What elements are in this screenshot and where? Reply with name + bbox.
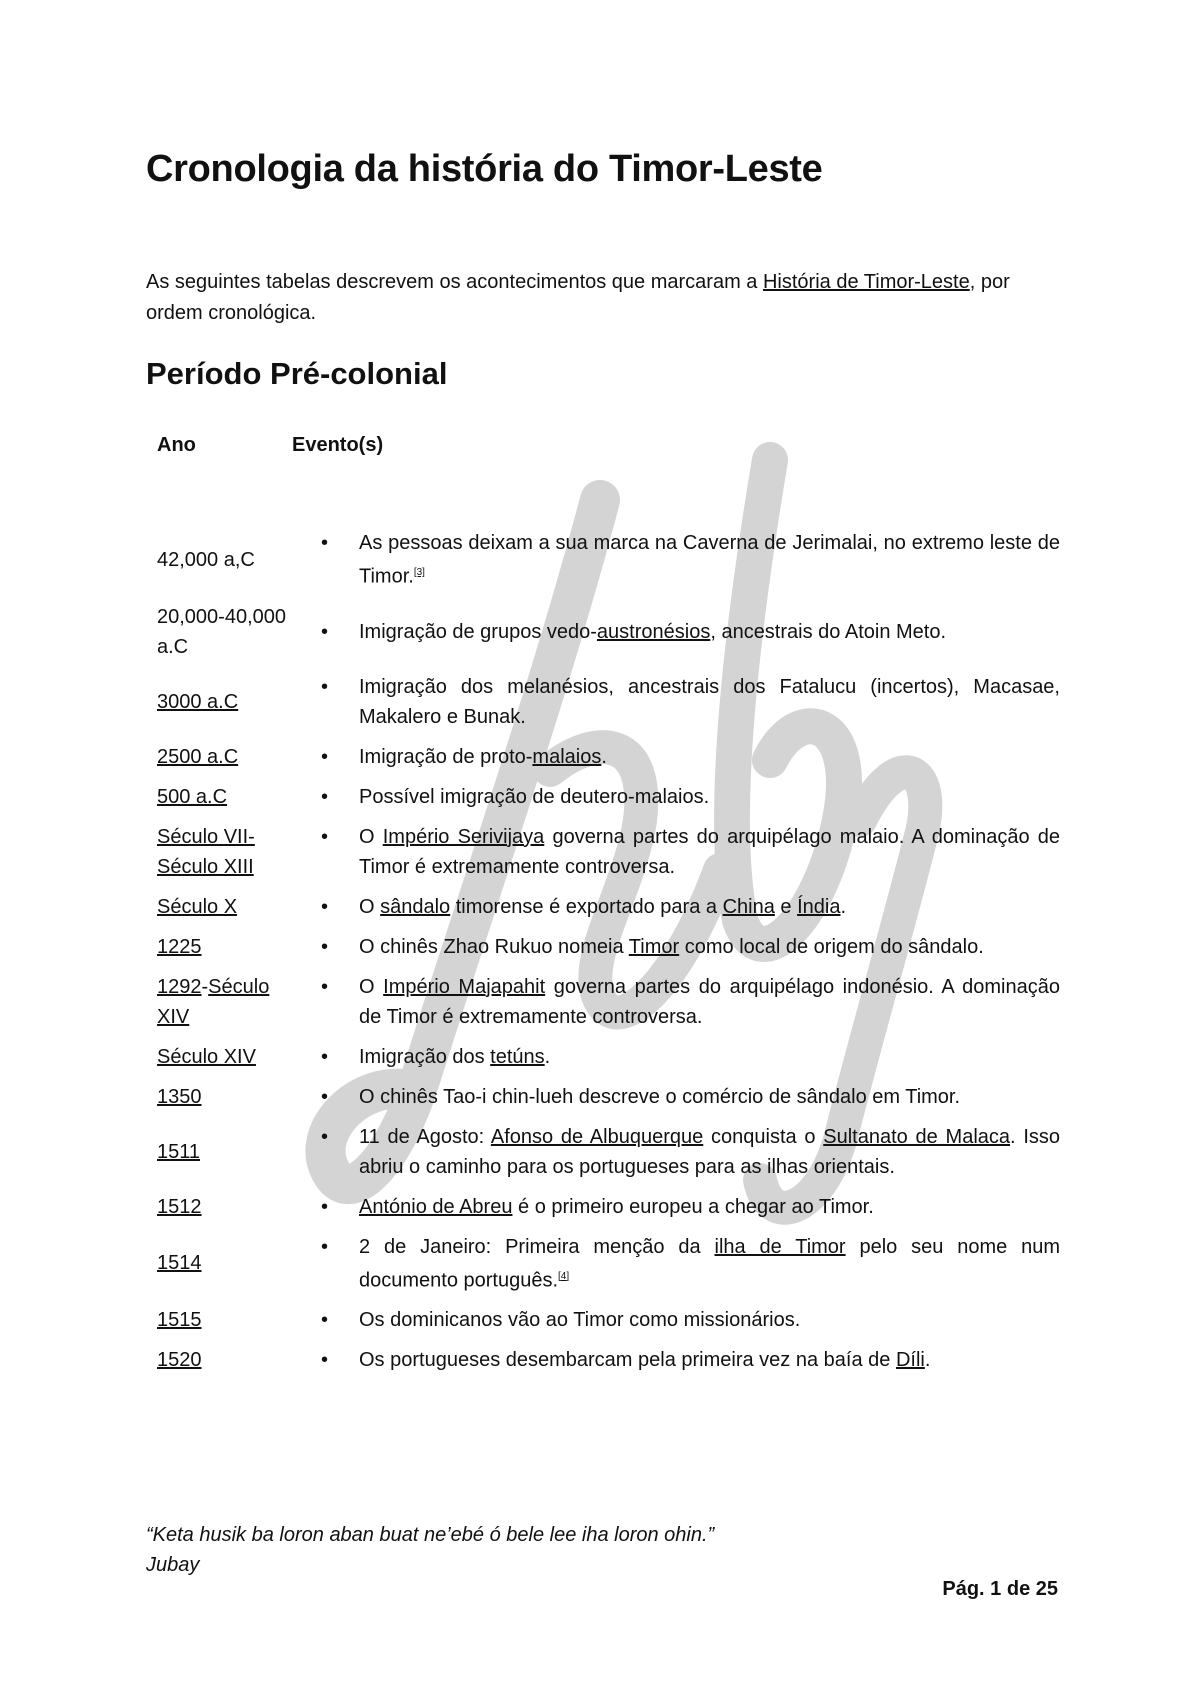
timeline-row xyxy=(146,1300,1060,1340)
timeline-body xyxy=(146,478,1060,1380)
event-list xyxy=(292,1232,1060,1296)
inline-text: . xyxy=(601,745,607,768)
inline-link[interactable]: 1515 xyxy=(157,1309,202,1332)
year-cell xyxy=(146,1227,292,1301)
event-item xyxy=(359,932,1060,962)
inline-text: Imigração dos xyxy=(359,1045,491,1068)
timeline-row xyxy=(146,478,1060,597)
timeline-row xyxy=(146,667,1060,737)
event-cell xyxy=(292,817,1060,887)
event-item xyxy=(359,528,1060,592)
timeline-row xyxy=(146,777,1060,817)
inline-link[interactable]: malaios xyxy=(532,745,602,768)
inline-link[interactable]: tetúns xyxy=(490,1045,545,1068)
citation-ref[interactable]: [4] xyxy=(558,1270,570,1282)
event-cell xyxy=(292,967,1060,1037)
inline-link[interactable]: austronésios xyxy=(596,620,711,643)
timeline-row xyxy=(146,1117,1060,1187)
event-list xyxy=(292,1122,1060,1182)
inline-link[interactable]: 1225 xyxy=(157,935,202,958)
event-cell xyxy=(292,667,1060,737)
inline-link[interactable]: Timor xyxy=(628,935,680,958)
inline-link[interactable]: 1350 xyxy=(157,1085,202,1108)
event-list xyxy=(292,1082,1060,1112)
inline-link[interactable]: sândalo xyxy=(380,895,451,918)
inline-text: 20,000-40,000 a.C xyxy=(157,605,287,658)
timeline-row xyxy=(146,1077,1060,1117)
event-list xyxy=(292,932,1060,962)
event-item xyxy=(359,1345,1060,1375)
event-cell xyxy=(292,1037,1060,1077)
inline-text: Possível imigração de deutero-malaios. xyxy=(359,785,710,808)
inline-text: 42,000 a,C xyxy=(157,548,255,571)
event-list xyxy=(292,742,1060,772)
inline-link[interactable]: Império Serivijaya xyxy=(382,825,545,848)
year-cell xyxy=(146,597,292,667)
inline-link[interactable]: Século X xyxy=(157,895,238,918)
year-cell xyxy=(146,887,292,927)
event-cell xyxy=(292,478,1060,597)
inline-link[interactable]: 3000 a.C xyxy=(157,690,239,713)
event-item xyxy=(359,672,1060,732)
timeline-row xyxy=(146,597,1060,667)
quote-author: Jubay xyxy=(146,1554,200,1576)
inline-text: . xyxy=(840,895,847,918)
inline-text: pelo seu nome num documento português. xyxy=(359,1235,1060,1292)
event-item xyxy=(359,1082,1060,1112)
inline-text: O xyxy=(359,895,381,918)
inline-text: governa partes do arquipélago malaio. A dominação de Timor é extremamente controversa. xyxy=(359,825,1060,878)
inline-text: . xyxy=(924,1349,931,1372)
inline-link[interactable]: Afonso de Albuquerque xyxy=(490,1125,704,1148)
inline-text: timorense é exportado para a xyxy=(450,895,723,918)
event-list xyxy=(292,972,1060,1032)
year-cell xyxy=(146,927,292,967)
inline-text: O xyxy=(359,825,383,848)
inline-link[interactable]: 1520 xyxy=(157,1349,202,1372)
intro-text-before: As seguintes tabelas descrevem os acontecimentos que marcaram a xyxy=(146,271,763,293)
timeline-table xyxy=(146,424,1060,1380)
intro-paragraph xyxy=(146,267,1056,329)
footer-quote xyxy=(146,1520,714,1580)
event-cell xyxy=(292,1077,1060,1117)
timeline-row xyxy=(146,737,1060,777)
event-cell xyxy=(292,927,1060,967)
inline-text: governa partes do arquipélago indonésio. A dominação de Timor é extremamente controversa. xyxy=(359,975,1060,1028)
year-cell xyxy=(146,1340,292,1380)
event-list xyxy=(292,1192,1060,1222)
inline-text: como local de origem do sândalo. xyxy=(679,935,984,958)
inline-text: e xyxy=(774,895,798,918)
inline-text: é o primeiro europeu a chegar ao Timor. xyxy=(512,1195,874,1218)
event-cell xyxy=(292,1187,1060,1227)
timeline-row xyxy=(146,967,1060,1037)
event-cell xyxy=(292,597,1060,667)
table-header-row xyxy=(146,424,1060,478)
inline-link[interactable]: Índia xyxy=(797,895,841,918)
event-item xyxy=(359,742,1060,772)
inline-link[interactable]: 1514 xyxy=(157,1252,202,1275)
inline-link[interactable]: 2500 a.C xyxy=(157,745,239,768)
inline-link[interactable]: China xyxy=(722,895,775,918)
event-item xyxy=(359,892,1060,922)
year-cell xyxy=(146,1187,292,1227)
year-column-header: Ano xyxy=(157,434,196,456)
timeline-row xyxy=(146,1340,1060,1380)
event-item xyxy=(359,972,1060,1032)
inline-text: Imigração de grupos vedo- xyxy=(359,620,597,643)
year-cell xyxy=(146,478,292,597)
inline-text: . xyxy=(544,1045,551,1068)
event-cell xyxy=(292,887,1060,927)
event-list xyxy=(292,892,1060,922)
timeline-row xyxy=(146,927,1060,967)
inline-text: O chinês Zhao Rukuo nomeia xyxy=(359,935,629,958)
event-list xyxy=(292,617,1060,647)
event-item xyxy=(359,782,1060,812)
citation-ref[interactable]: [3] xyxy=(413,567,425,578)
event-item xyxy=(359,617,1060,647)
timeline-row xyxy=(146,1227,1060,1301)
timeline-row xyxy=(146,1187,1060,1227)
inline-text: As pessoas deixam a sua marca na Caverna de Jerimalai, no extremo leste de Timor. xyxy=(359,532,1060,588)
inline-text: Os dominicanos vão ao Timor como missionários. xyxy=(359,1309,801,1332)
inline-text: O chinês Tao-i chin-lueh descreve o comércio de sândalo em Timor. xyxy=(359,1085,961,1108)
event-list xyxy=(292,1305,1060,1335)
inline-text: Os portugueses desembarcam pela primeira vez na baía de xyxy=(359,1349,896,1372)
timeline-row xyxy=(146,1037,1060,1077)
event-list xyxy=(292,822,1060,882)
inline-text: conquista o xyxy=(703,1125,824,1148)
event-item xyxy=(359,1232,1060,1296)
inline-link[interactable]: 1512 xyxy=(157,1195,202,1218)
event-cell xyxy=(292,1227,1060,1301)
inline-link[interactable]: Século XIV xyxy=(157,1045,256,1068)
year-cell xyxy=(146,777,292,817)
inline-link[interactable]: Díli xyxy=(895,1349,925,1372)
inline-text: O xyxy=(359,975,384,998)
inline-link[interactable]: 500 a.C xyxy=(157,785,228,808)
inline-link[interactable]: 1511 xyxy=(157,1140,201,1163)
inline-text: Imigração dos melanésios, ancestrais dos Fatalucu (incertos), Macasae, Makalero e Bunak. xyxy=(359,675,1060,728)
event-item xyxy=(359,1122,1060,1182)
inline-link[interactable]: ilha de Timor xyxy=(714,1235,846,1258)
event-cell xyxy=(292,737,1060,777)
event-list xyxy=(292,1042,1060,1072)
event-cell xyxy=(292,1117,1060,1187)
inline-link[interactable]: Século XIV xyxy=(157,975,270,1028)
inline-text: 11 de Agosto: xyxy=(359,1125,491,1148)
inline-link[interactable]: Império Majapahit xyxy=(383,975,546,998)
timeline-row xyxy=(146,817,1060,887)
year-cell xyxy=(146,967,292,1037)
event-list xyxy=(292,1345,1060,1375)
year-cell xyxy=(146,1037,292,1077)
inline-link[interactable]: António de Abreu xyxy=(359,1195,513,1218)
section-title: Período Pré-colonial xyxy=(146,356,448,391)
event-list xyxy=(292,528,1060,592)
event-item xyxy=(359,1305,1060,1335)
event-cell xyxy=(292,777,1060,817)
year-cell xyxy=(146,1117,292,1187)
historia-timor-leste-link[interactable]: História de Timor-Leste xyxy=(762,271,970,293)
timeline-row xyxy=(146,887,1060,927)
inline-link[interactable]: 1292 xyxy=(157,975,202,998)
document-title: Cronologia da história do Timor-Leste xyxy=(146,148,823,190)
event-list xyxy=(292,672,1060,732)
year-cell xyxy=(146,1077,292,1117)
event-column-header: Evento(s) xyxy=(292,434,384,456)
event-cell xyxy=(292,1300,1060,1340)
year-cell xyxy=(146,1300,292,1340)
event-cell xyxy=(292,1340,1060,1380)
inline-link[interactable]: Sultanato de Malaca xyxy=(823,1125,1011,1148)
inline-text: Imigração de proto- xyxy=(359,745,533,768)
event-list xyxy=(292,782,1060,812)
quote-text: “Keta husik ba loron aban buat ne’ebé ó bele lee iha loron ohin.” xyxy=(146,1524,715,1546)
inline-text: 2 de Janeiro: Primeira menção da xyxy=(359,1235,715,1258)
event-item xyxy=(359,1192,1060,1222)
inline-link[interactable]: Século VII-Século XIII xyxy=(157,825,255,878)
event-item xyxy=(359,822,1060,882)
inline-text: , ancestrais do Atoin Meto. xyxy=(710,620,947,643)
intro-text-after: , por ordem cronológica. xyxy=(146,271,1010,324)
page-number: Pág. 1 de 25 xyxy=(942,1578,1058,1600)
event-item xyxy=(359,1042,1060,1072)
year-cell xyxy=(146,667,292,737)
year-cell xyxy=(146,817,292,887)
inline-text: - xyxy=(201,975,209,998)
inline-text: . Isso abriu o caminho para os portugueses para as ilhas orientais. xyxy=(359,1125,1061,1178)
year-cell xyxy=(146,737,292,777)
